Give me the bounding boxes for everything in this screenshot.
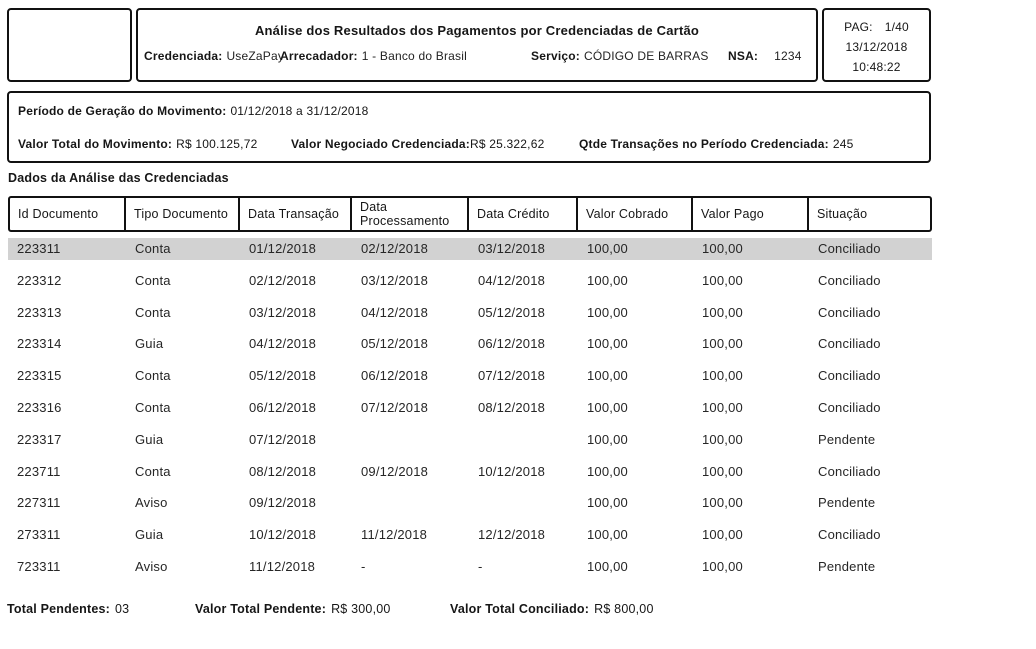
field-qtde-transacoes (579, 137, 854, 151)
table-cell: 100,00 (702, 495, 743, 511)
table-row[interactable] (8, 397, 932, 429)
field-credenciada-value: UseZaPay (226, 49, 285, 63)
summary-box (7, 91, 931, 163)
field-valor-total-pendente (195, 602, 391, 616)
page-number-label: PAG: (844, 20, 873, 34)
field-valor-total-conciliado (450, 602, 654, 616)
table-cell: Conciliado (818, 368, 881, 384)
table-cell: 11/12/2018 (249, 558, 316, 574)
table-header (8, 196, 932, 232)
column-header: Valor Cobrado (578, 198, 693, 230)
field-valor-total-conciliado-value: R$ 800,00 (594, 602, 654, 616)
field-valor-total-movimento-label: Valor Total do Movimento: (18, 137, 173, 151)
table-cell: 06/12/2018 (478, 336, 546, 352)
field-qtde-transacoes-value: 245 (832, 137, 854, 151)
field-valor-total-pendente-label: Valor Total Pendente: (195, 602, 327, 616)
field-total-pendentes-label: Total Pendentes: (7, 602, 110, 616)
table-row[interactable] (8, 461, 932, 493)
table-cell: Conciliado (818, 527, 881, 543)
table-cell: Conta (135, 241, 171, 256)
table-cell: Conciliado (818, 241, 881, 256)
field-nsa-value: 1234 (774, 49, 802, 63)
table-cell: 07/12/2018 (478, 368, 546, 384)
table-cell: 08/12/2018 (249, 463, 317, 479)
field-valor-negociado-value: R$ 25.322,62 (470, 137, 545, 151)
field-valor-total-conciliado-label: Valor Total Conciliado: (450, 602, 590, 616)
table-cell: Conta (135, 399, 171, 415)
field-valor-negociado (291, 137, 544, 151)
table-cell: 100,00 (587, 304, 628, 320)
table-cell: 06/12/2018 (361, 368, 429, 384)
field-credenciada (144, 49, 284, 63)
column-header: Id Documento (10, 198, 126, 230)
table-cell: 227311 (17, 495, 61, 511)
field-valor-total-movimento (18, 137, 257, 151)
table-cell: 100,00 (702, 431, 743, 447)
column-header: Tipo Documento (126, 198, 240, 230)
table-cell: 02/12/2018 (361, 241, 429, 256)
field-arrecadador-label: Arrecadador: (280, 49, 358, 63)
table-cell: 223314 (17, 336, 62, 352)
table-cell: 12/12/2018 (478, 527, 546, 543)
field-servico (531, 49, 709, 63)
table-cell: 223317 (17, 431, 62, 447)
column-header: Valor Pago (693, 198, 809, 230)
table-cell: 05/12/2018 (249, 368, 317, 384)
table-cell: 100,00 (587, 495, 628, 511)
table-cell: 09/12/2018 (249, 495, 317, 511)
table-row[interactable] (8, 333, 932, 365)
table-row[interactable] (8, 365, 932, 397)
table-cell: 04/12/2018 (249, 336, 317, 352)
table-row[interactable] (8, 429, 932, 461)
table-cell: - (478, 558, 483, 574)
table-row[interactable] (8, 238, 932, 270)
table-cell: - (361, 558, 366, 574)
table-row[interactable] (8, 302, 932, 334)
table-cell: 100,00 (587, 431, 628, 447)
field-valor-negociado-label: Valor Negociado Credenciada: (291, 137, 470, 151)
table-cell: 100,00 (702, 527, 743, 543)
table-cell: 223312 (17, 272, 62, 288)
table-cell: 10/12/2018 (249, 527, 317, 543)
table-cell: 03/12/2018 (361, 272, 429, 288)
table-cell: 273311 (17, 527, 61, 543)
table-cell: 223711 (17, 463, 61, 479)
table-cell: 100,00 (587, 368, 628, 384)
table-cell: Conciliado (818, 463, 881, 479)
table-cell: 01/12/2018 (249, 241, 317, 256)
table-cell (469, 492, 578, 524)
table-cell: 723311 (17, 558, 61, 574)
table-cell: 100,00 (587, 399, 628, 415)
table-cell: 100,00 (702, 304, 743, 320)
table-cell: 05/12/2018 (361, 336, 429, 352)
table-row[interactable] (8, 556, 932, 588)
table-cell: Guia (135, 527, 164, 543)
table-cell: Conta (135, 304, 171, 320)
table-cell: 03/12/2018 (478, 241, 546, 256)
table-cell: Conciliado (818, 336, 881, 352)
field-servico-label: Serviço: (531, 49, 580, 63)
table-cell: 100,00 (702, 368, 743, 384)
field-periodo-geracao-value: 01/12/2018 a 31/12/2018 (230, 104, 369, 118)
table-cell: 100,00 (587, 558, 628, 574)
table-row[interactable] (8, 492, 932, 524)
page-number-value: 1/40 (884, 20, 909, 34)
table-cell: 07/12/2018 (249, 431, 317, 447)
column-header: Situação (817, 207, 868, 221)
table-cell: Conta (135, 463, 171, 479)
field-periodo-geracao (18, 104, 369, 118)
field-valor-total-pendente-value: R$ 300,00 (331, 602, 391, 616)
table-cell: Conta (135, 272, 171, 288)
column-header: Data Crédito (469, 198, 578, 230)
table-cell: Conciliado (818, 399, 881, 415)
table-cell: Pendente (818, 431, 876, 447)
report-time: 10:48:22 (852, 60, 901, 74)
table-cell: 223315 (17, 368, 62, 384)
table-cell (469, 429, 578, 461)
field-arrecadador (280, 49, 467, 63)
field-qtde-transacoes-label: Qtde Transações no Período Credenciada: (579, 137, 829, 151)
field-nsa (728, 49, 802, 63)
table-cell: 100,00 (702, 241, 743, 256)
table-cell: 04/12/2018 (361, 304, 429, 320)
table-cell: 07/12/2018 (361, 399, 429, 415)
table-cell: 100,00 (702, 463, 743, 479)
table-cell: Conciliado (818, 304, 881, 320)
field-nsa-label: NSA: (728, 49, 759, 63)
table-cell: 100,00 (702, 399, 743, 415)
field-total-pendentes (7, 602, 129, 616)
table-cell: 10/12/2018 (478, 463, 546, 479)
table-cell: 100,00 (587, 272, 628, 288)
table-cell: Guia (135, 336, 164, 352)
logo-box (7, 8, 132, 82)
table-cell: 100,00 (587, 241, 628, 256)
table-cell: 100,00 (587, 336, 628, 352)
report-date: 13/12/2018 (845, 40, 908, 54)
table-cell: 100,00 (587, 527, 628, 543)
table-body (8, 238, 932, 588)
section-title: Dados da Análise das Credenciadas (8, 171, 229, 185)
table-cell: 100,00 (702, 558, 743, 574)
table-cell: 223316 (17, 399, 62, 415)
page-number (824, 17, 929, 37)
table-cell: 223313 (17, 304, 62, 320)
field-servico-value: CÓDIGO DE BARRAS (583, 49, 709, 63)
table-cell (352, 429, 469, 461)
table-cell: 03/12/2018 (249, 304, 317, 320)
field-periodo-geracao-label: Período de Geração do Movimento: (18, 104, 227, 118)
column-header: Data Processamento (352, 198, 469, 230)
table-cell: Conta (135, 368, 171, 384)
table-cell: 11/12/2018 (361, 527, 428, 543)
report-header (136, 8, 818, 82)
field-total-pendentes-value: 03 (114, 602, 130, 616)
table-cell: Aviso (135, 495, 168, 511)
table-cell: Conciliado (818, 272, 881, 288)
table-cell: 02/12/2018 (249, 272, 317, 288)
table-row[interactable] (8, 524, 932, 556)
field-arrecadador-value: 1 - Banco do Brasil (361, 49, 467, 63)
page-info-box (822, 8, 931, 82)
table-cell: 223311 (17, 241, 61, 256)
column-header: Data Transação (240, 198, 352, 230)
table-row[interactable] (8, 270, 932, 302)
field-valor-total-movimento-value: R$ 100.125,72 (176, 137, 258, 151)
table-cell: Pendente (818, 495, 876, 511)
table-cell: 100,00 (702, 272, 743, 288)
table-cell: 06/12/2018 (249, 399, 317, 415)
table-cell: 100,00 (587, 463, 628, 479)
table-cell: Aviso (135, 558, 168, 574)
field-credenciada-label: Credenciada: (144, 49, 223, 63)
table-cell: Pendente (818, 558, 876, 574)
table-cell: 05/12/2018 (478, 304, 546, 320)
report-title: Análise dos Resultados dos Pagamentos por Credenciadas de Cartão (254, 23, 700, 38)
table-cell: 100,00 (702, 336, 743, 352)
table-cell: 09/12/2018 (361, 463, 429, 479)
table-cell: 04/12/2018 (478, 272, 546, 288)
table-cell: 08/12/2018 (478, 399, 546, 415)
table-cell: Guia (135, 431, 164, 447)
table-cell (352, 492, 469, 524)
